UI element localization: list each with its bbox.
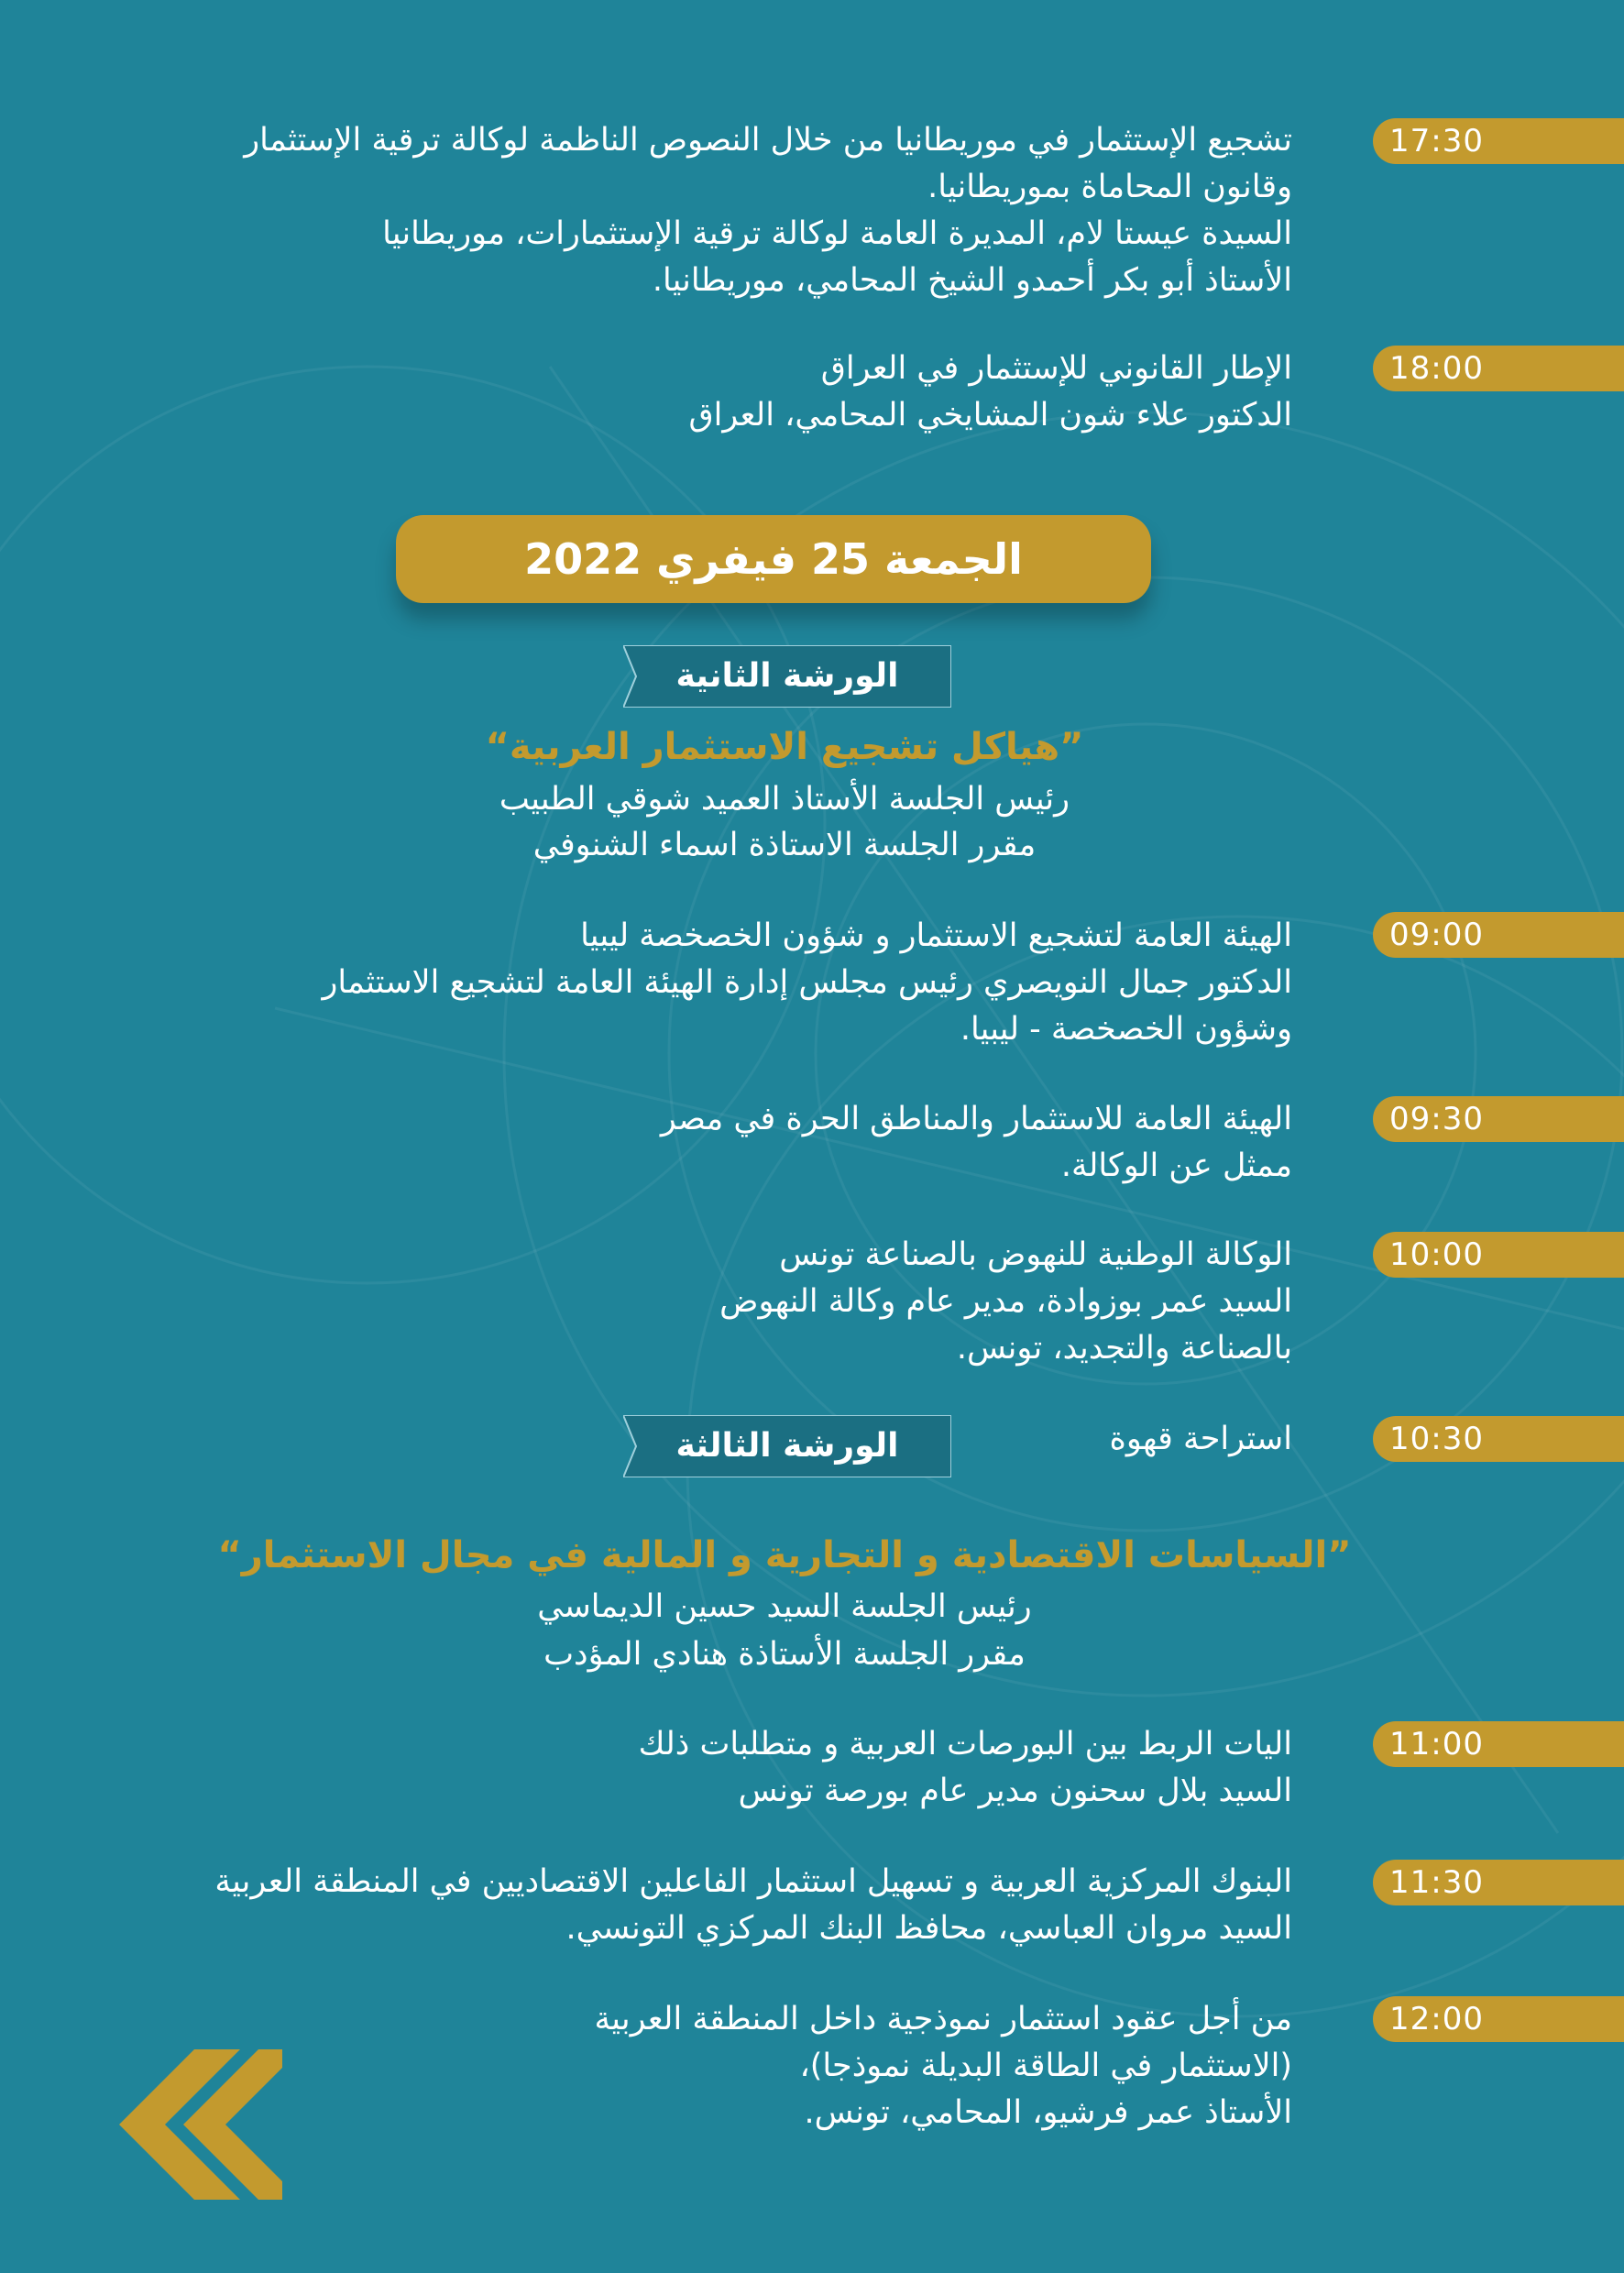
- time-slot-0900: [1373, 912, 1624, 958]
- time-label: 09:30: [1389, 1101, 1484, 1137]
- workshop-3-title: ”السياسات الاقتصادية و التجارية و المالية في مجال الاستثمار“: [217, 1534, 1352, 1576]
- workshop-3-label: الورشة الثالثة: [675, 1427, 899, 1465]
- time-label: 17:30: [1389, 123, 1484, 159]
- agenda-line: ممثل عن الوكالة.: [1060, 1147, 1292, 1184]
- agenda-line: الدكتور علاء شون المشايخي المحامي، العراق: [688, 397, 1292, 434]
- time-slot-1100: [1373, 1721, 1624, 1767]
- agenda-line: الهيئة العامة للاستثمار والمناطق الحرة في مصر: [660, 1101, 1292, 1137]
- agenda-line: السيد عمر بوزوادة، مدير عام وكالة النهوض: [719, 1283, 1292, 1320]
- agenda-line: (الاستثمار في الطاقة البديلة نموذجا)،: [799, 2048, 1292, 2084]
- time-slot-1200: [1373, 1996, 1624, 2042]
- time-label: 18:00: [1389, 350, 1484, 387]
- agenda-item-1000: [719, 1232, 1292, 1372]
- workshop-3-rapporteur: مقرر الجلسة الأستاذة هنادي المؤدب: [543, 1636, 1026, 1673]
- time-slot-1030: [1373, 1416, 1624, 1462]
- agenda-line: وقانون المحاماة بموريطانيا.: [927, 169, 1292, 205]
- agenda-line: الوكالة الوطنية للنهوض بالصناعة تونس: [779, 1236, 1292, 1273]
- agenda-item-1100: [639, 1721, 1292, 1815]
- agenda-line: الأستاذ أبو بكر أحمدو الشيخ المحامي، موريطانيا.: [652, 262, 1292, 299]
- agenda-line: تشجيع الإستثمار في موريطانيا من خلال النصوص الناظمة لوكالة ترقية الإستثمار: [244, 122, 1292, 159]
- agenda-item-1800: [688, 346, 1292, 439]
- time-slot-1730: [1373, 118, 1624, 164]
- agenda-line: البنوك المركزية العربية و تسهيل استثمار الفاعلين الاقتصاديين في المنطقة العربية: [214, 1863, 1292, 1900]
- agenda-line: وشؤون الخصخصة - ليبيا.: [960, 1011, 1292, 1048]
- agenda-line: استراحة قهوة: [1109, 1421, 1292, 1457]
- agenda-item-1030: [1110, 1416, 1292, 1463]
- time-slot-1130: [1373, 1860, 1624, 1905]
- time-slot-0930: [1373, 1096, 1624, 1142]
- agenda-line: السيد بلال سحنون مدير عام بورصة تونس: [738, 1773, 1292, 1809]
- time-label: 10:00: [1389, 1236, 1484, 1273]
- time-label: 09:00: [1389, 917, 1484, 953]
- time-label: 10:30: [1389, 1421, 1484, 1457]
- workshop-2-chair: رئيس الجلسة الأستاذ العميد شوقي الطبيب: [499, 781, 1070, 818]
- agenda-line: الأستاذ عمر فرشيو، المحامي، تونس.: [804, 2094, 1292, 2131]
- agenda-line: الإطار القانوني للإستثمار في العراق: [820, 350, 1292, 387]
- agenda-item-1730: [244, 117, 1292, 304]
- agenda-line: السيد مروان العباسي، محافظ البنك المركزي التونسي.: [565, 1910, 1292, 1947]
- time-label: 11:30: [1389, 1864, 1484, 1901]
- agenda-item-1200: [595, 1996, 1292, 2136]
- agenda-line: بالصناعة والتجديد، تونس.: [956, 1330, 1292, 1367]
- agenda-line: من أجل عقود استثمار نموذجية داخل المنطقة العربية: [594, 2001, 1292, 2037]
- time-label: 12:00: [1389, 2001, 1484, 2037]
- time-slot-1000: [1373, 1232, 1624, 1278]
- time-slot-1800: [1373, 346, 1624, 391]
- time-label: 11:00: [1389, 1726, 1484, 1762]
- agenda-line: السيدة عيستا لام، المديرة العامة لوكالة ترقية الإستثمارات، موريطانيا: [382, 215, 1292, 252]
- agenda-item-0930: [661, 1096, 1292, 1190]
- workshop-2-label: الورشة الثانية: [675, 657, 899, 695]
- agenda-item-1130: [214, 1859, 1292, 1952]
- workshop-2-ribbon: [623, 645, 951, 708]
- workshop-2-title: ”هياكل تشجيع الاستثمار العربية“: [485, 726, 1084, 768]
- date-banner: الجمعة 25 فيفري 2022: [396, 515, 1151, 603]
- agenda-line: اليات الربط بين البورصات العربية و متطلبات ذلك: [638, 1726, 1292, 1762]
- workshop-3-ribbon: [623, 1415, 951, 1477]
- double-chevron-left-icon[interactable]: [103, 2049, 282, 2200]
- workshop-3-chair: رئيس الجلسة السيد حسين الديماسي: [537, 1588, 1032, 1625]
- agenda-line: الدكتور جمال النويصري رئيس مجلس إدارة الهيئة العامة لتشجيع الاستثمار: [322, 964, 1292, 1001]
- workshop-2-rapporteur: مقرر الجلسة الاستاذة اسماء الشنوفي: [532, 827, 1037, 863]
- agenda-item-0900: [322, 913, 1292, 1053]
- agenda-line: الهيئة العامة لتشجيع الاستثمار و شؤون الخصخصة ليبيا: [580, 917, 1292, 954]
